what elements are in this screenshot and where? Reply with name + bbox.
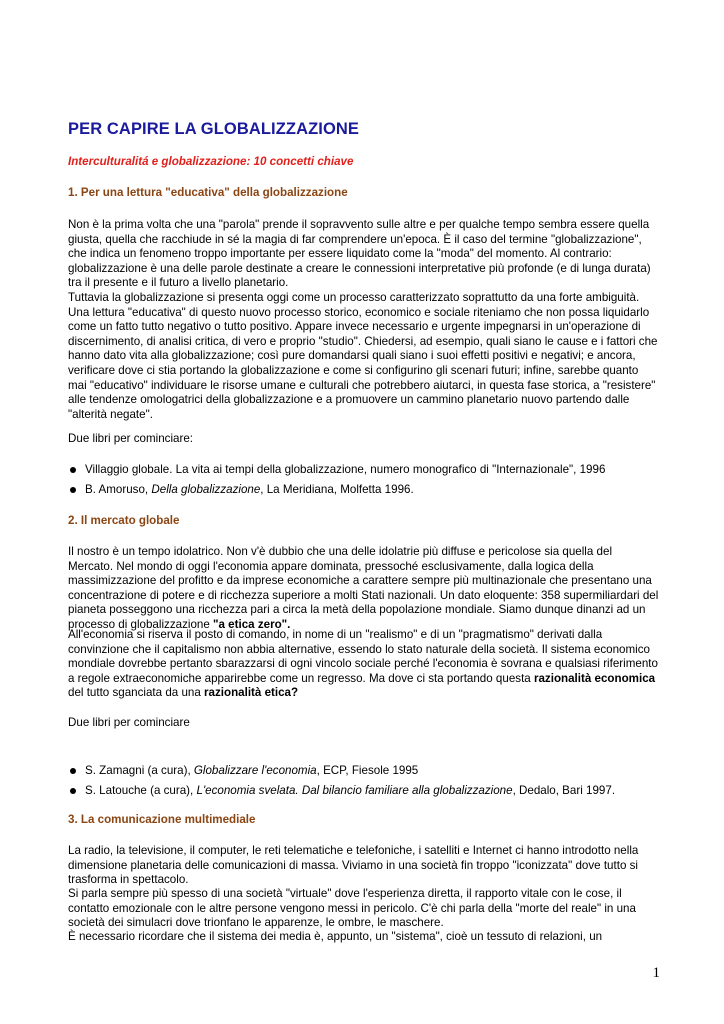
list-item: [68, 463, 605, 483]
list-item: [68, 784, 615, 804]
section-1-paragraph-2: Tuttavia la globalizzazione si presenta oggi come un processo caratterizzato soprattutto da una forte ambiguità. Una lettura "educativa" di questo nuovo processo storico, economico e sociale riteniamo che non possa liquidarlo come un fatto tutto negativo o tutto positivo. Appare invece necessario e urgente impegnarsi in un'operazione di discernimento, di analisi critica, di vero e proprio "studio". Chiedersi, ad esempio, quali siano le cause e i fattori che hanno dato vita alla globalizzazione; così pure domandarsi quali siano i suoi effetti positivi e negativi; e ancora, verificare dove ci stia portando la globalizzazione e come si configurino gli scenari futuri; infine, sarebbe quanto mai "educativo" individuare le risorse umane e culturali che potrebbero aiutarci, in questa fase storica, a "resistere" alle tendenze omologatrici della globalizzazione e a promuovere un cammino planetario nuovo partendo dalle "alterità negate".: [68, 291, 658, 421]
book-text: Villaggio globale. La vita ai tempi della globalizzazione, numero monografico di "Internazionale", 1996: [85, 463, 606, 476]
emphasis-text: "a etica zero".: [213, 617, 291, 631]
section-2-books-intro: Due libri per cominciare: [68, 716, 190, 729]
section-3-heading: 3. La comunicazione multimediale: [68, 813, 256, 826]
section-2-paragraph-1: [68, 545, 660, 633]
book-author: S. Latouche (a cura),: [85, 784, 197, 797]
page-title: PER CAPIRE LA GLOBALIZZAZIONE: [68, 120, 360, 138]
list-item: [68, 483, 605, 503]
section-3-paragraph-3: È necessario ricordare che il sistema dei media è, appunto, un "sistema", cioè un tessuto di relazioni, un: [68, 930, 603, 943]
book-title: L'economia svelata. Dal bilancio familiare alla globalizzazione: [196, 784, 513, 797]
emphasis-text: razionalità etica?: [204, 686, 299, 700]
book-author: S. Zamagni (a cura),: [85, 764, 194, 777]
paragraph-text: del tutto sganciata da una: [68, 686, 205, 700]
section-2-book-list: [68, 764, 615, 804]
section-3-paragraph-1: La radio, la televisione, il computer, le reti telematiche e telefoniche, i satelliti e Internet ci hanno introdotto nella dimensione planetaria delle comunicazioni di massa. Viviamo in una società fin troppo "iconizzata" dove tutto si trasforma in spettacolo.: [68, 844, 639, 887]
book-publisher: , La Meridiana, Molfetta 1996.: [260, 483, 414, 496]
paragraph-text: All'economia si riserva il posto di comando, in nome di un "realismo" e di un "pragmatismo" derivati dalla convinzione che il capitalismo non abbia alternative, essendo lo stato naturale della società. Il sistema economico mondiale dovrebbe pertanto sbarazzarsi di ogni vincolo sociale perché l'economia è sovrana e qualsiasi riferimento a regole extraeconomiche apparirebbe come un regresso. Ma dove ci sta portando questa: [68, 628, 658, 685]
section-1-paragraph-1: Non è la prima volta che una "parola" prende il sopravvento sulle altre e per qualche tempo sembra essere quella giusta, quella che racchiude in sé la magia di far comprendere un'epoca. È il caso del termine "globalizzazione", che indica un fenomeno troppo importante per essere liquidato come la "moda" del momento. Al contrario: globalizzazione è una delle parole destinate a creare le connessioni interpretative più profonde (e di lunga durata) tra il presente e il futuro a livello planetario.: [68, 218, 651, 290]
page-number: 1: [652, 965, 660, 981]
book-title: Globalizzare l'economia: [193, 764, 317, 777]
list-item: [68, 764, 615, 784]
section-1-heading: 1. Per una lettura "educativa" della globalizzazione: [68, 186, 348, 199]
section-3-paragraph-2: Si parla sempre più spesso di una società "virtuale" dove l'esperienza diretta, il rapporto vitale con le cose, il contatto emozionale con le altre persone vengono messi in pericolo. C'è chi parla della "morte del reale" in una società dei simulacri dove trionfano le apparenze, le ombre, le maschere.: [68, 887, 636, 930]
section-1-books-intro: Due libri per cominciare:: [68, 432, 194, 445]
book-publisher: , Dedalo, Bari 1997.: [512, 784, 616, 797]
book-title: Della globalizzazione: [151, 483, 261, 496]
emphasis-text: razionalità economica: [533, 671, 656, 685]
paragraph-text: Il nostro è un tempo idolatrico. Non v'è dubbio che una delle idolatrie più diffuse e pericolose sia quella del Mercato. Nel mondo di oggi l'economia appare dominata, pressoché esclusivamente, dalla logica della massimizzazione del profitto e da imprese economiche a carattere sempre più multinazionale che presentano una concentrazione di potere e di ricchezza superiore a molti Stati nazionali. Un dato eloquente: 358 supermiliardari del pianeta posseggono una ricchezza pari a circa la metà della popolazione mondiale. Siamo dunque dinanzi ad un processo di globalizzazione: [68, 545, 659, 631]
section-1-book-list: [68, 463, 605, 503]
section-2-heading: 2. Il mercato globale: [68, 514, 180, 527]
page-subtitle: Interculturalitá e globalizzazione: 10 concetti chiave: [68, 155, 354, 168]
book-publisher: , ECP, Fiesole 1995: [316, 764, 419, 777]
section-2-paragraph-2: [68, 628, 660, 701]
book-author: B. Amoruso,: [85, 483, 152, 496]
